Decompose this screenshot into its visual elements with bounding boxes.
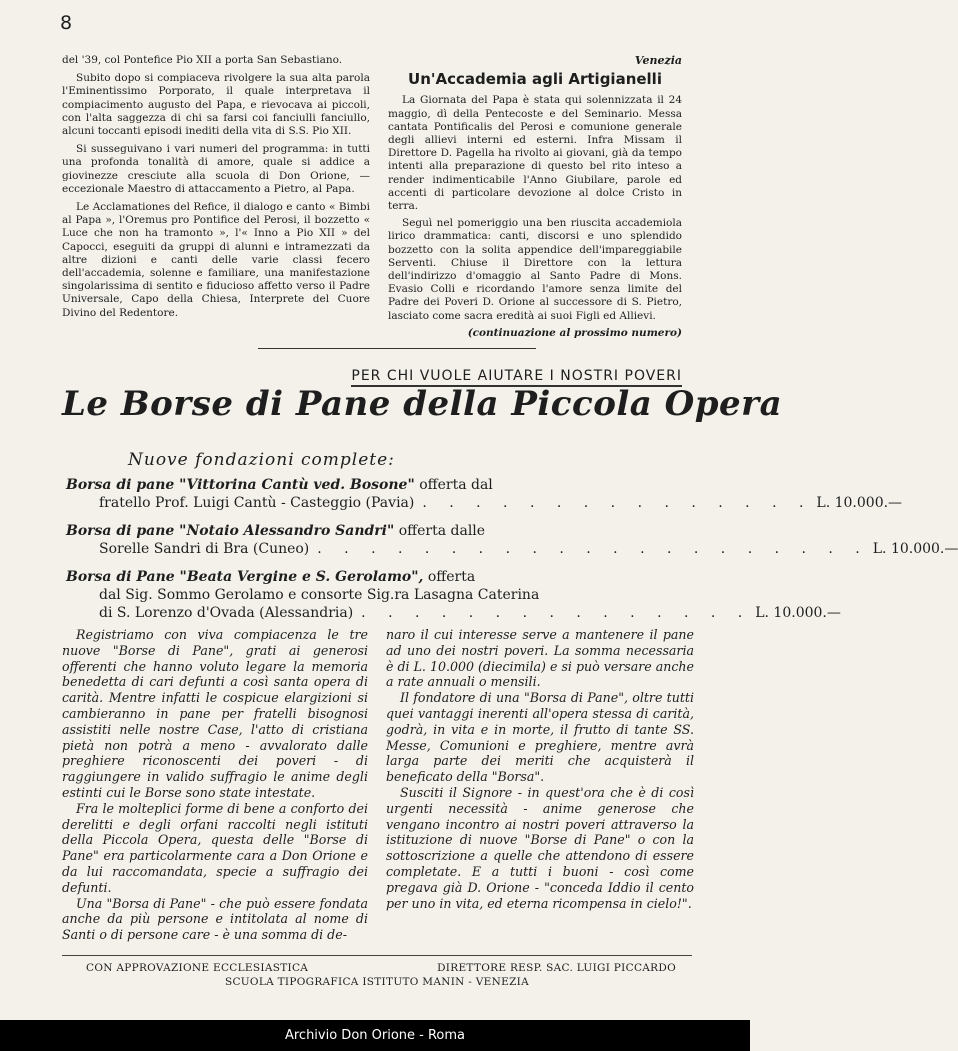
lower-right-paragraph-2: Il fondatore di una "Borsa di Pane", oltre tutti quei vantaggi inerenti all'opera stessa di carità, godrà, in vita e in morte, il frutto di tante SS. Messe, Comunioni e preghiere, mentre avrà larga parte dei meriti che acquisterà il beneficato della "Borsa". <box>386 690 694 785</box>
archive-label: Archivio Don Orione - Roma <box>0 1020 750 1051</box>
footer-rule <box>62 955 692 956</box>
borsa-entry-3 <box>66 568 841 622</box>
lower-left-paragraph-2: Fra le molteplici forme di bene a conforto dei derelitti e degli orfani raccolti negli istituti della Piccola Opera, questa delle "Borse di Pane" era particolarmente cara a Don Orione e da lui raccomandata, specie a suffragio dei defunti. <box>62 800 368 895</box>
lower-right-paragraph-3: Susciti il Signore - in quest'ora che è di così urgenti necessità - anime generose che vengano incontro ai nostri poveri attraverso la istituzione di nuove "Borse di Pane" o con la sottoscrizione a quelle che attendono di essere completate. E a tutti i buoni - così come pregava già D. Orione - "conceda Iddio il cento per uno in vita, ed eterna ricompensa in cielo!". <box>386 784 694 911</box>
location-label: Venezia <box>634 54 682 67</box>
left-paragraph-4: Le Acclamationes del Refice, il dialogo e canto « Bimbi al Papa », l'Oremus pro Pontifice del Perosi, il bozzetto « Luce che non ha tramonto », l'« Inno a Pio XII » del Capocci, eseguiti da gruppi di alunni e intramezzati da altre dizioni e canti delle varie classi fecero dell'accademia, solenne e familiare, una manifestazione singolarissima di sentito e fiducioso affetto verso il Padre Universale, Capo della Chiesa, Interprete del Cuore Divino del Redentore. <box>62 201 370 319</box>
lower-left-paragraph-3: Una "Borsa di Pane" - che può essere fondata anche da più persone e intitolata al nome di Santi o di persone care - è una somma di de- <box>62 895 368 943</box>
left-paragraph-1: del '39, col Pontefice Pio XII a porta San Sebastiano. <box>62 54 343 66</box>
subtitle: Nuove fondazioni complete: <box>128 450 395 470</box>
left-column <box>62 54 370 325</box>
footer-director: DIRETTORE RESP. SAC. LUIGI PICCARDO <box>437 962 676 974</box>
borsa-2-amount: L. 10.000.— <box>872 541 958 557</box>
borsa-3-donor: dal Sig. Sommo Gerolamo e consorte Sig.ra Lasagna Caterina <box>99 587 540 603</box>
borsa-1-leader: . . . . . . . . . . . . . . . <box>422 495 813 511</box>
borsa-1-tail: offerta dal <box>414 477 493 493</box>
lower-right-paragraph-1: naro il cui interesse serve a mantenere il pane ad uno dei nostri poveri. La somma necessaria è di L. 10.000 (diecimila) e si può versare anche a rate annuali o mensili. <box>386 627 694 690</box>
borsa-2-tail: offerta dalle <box>394 523 486 539</box>
borse-list <box>66 476 958 632</box>
lower-left-column <box>62 627 368 943</box>
borsa-3-leader: . . . . . . . . . . . . . . . <box>361 605 752 621</box>
article-title: Un'Accademia agli Artigianelli <box>408 70 662 89</box>
left-paragraph-3: Si susseguivano i vari numeri del programma: in tutti una profonda tonalità di amore, quale si addice a giovinezze cresciute alla scuola di Don Orione, — eccezionale Maestro di attaccamento a Pietro, al Papa. <box>62 143 370 195</box>
borsa-3-place: di S. Lorenzo d'Ovada (Alessandria) <box>99 605 354 621</box>
borsa-1-head: Borsa di pane "Vittorina Cantù ved. Bosone" <box>66 477 415 493</box>
borsa-entry-1 <box>66 476 903 512</box>
left-paragraph-2: Subito dopo si compiaceva rivolgere la sua alta parola l'Eminentissimo Porporato, il quale interpretava il compiacimento augusto del Papa, e rievocava ai piccoli, con l'alta saggezza di chi sa farsi coi fanciulli fanciullo, alcuni toccanti episodi inediti della vita di S.S. Pio XII. <box>62 72 370 138</box>
borsa-2-head: Borsa di pane "Notaio Alessandro Sandri" <box>66 523 395 539</box>
right-paragraph-1: La Giornata del Papa è stata qui solennizzata il 24 maggio, dì della Pentecoste e del Seminario. Messa cantata Pontificalis del Perosi e comunione generale degli allievi interni ed esterni. Infra Missam il Direttore D. Pagella ha rivolto ai giovani, già da tempo intenti alla preparazione di questo bel rito inteso a render indimenticabile l'Anno Giubilare, parole ed accenti di particolare devozione al dolce Cristo in terra. <box>388 94 682 213</box>
borsa-2-leader: . . . . . . . . . . . . . . . . . . . . . <box>317 541 869 557</box>
footer-printer: SCUOLA TIPOGRAFICA ISTITUTO MANIN - VENEZIA <box>224 976 530 988</box>
page-number: 8 <box>60 12 73 34</box>
right-paragraph-2: Seguì nel pomeriggio una ben riuscita accademiola lirico drammatica: canti, discorsi e uno splendido bozzetto con la solita appendice dell'impareggiabile Serventi. Chiuse il Direttore con la lettura dell'indirizzo d'omaggio al Santo Padre di Mons. Evasio Colli e ricordando l'amore senza limite del Padre dei Poveri D. Orione al successore di S. Pietro, lasciato come sacra eredità ai suoi Figli ed Allievi. <box>388 217 682 322</box>
footer-approval: CON APPROVAZIONE ECCLESIASTICA <box>86 962 309 974</box>
borsa-2-donor: Sorelle Sandri di Bra (Cuneo) <box>99 541 310 557</box>
banner-text: PER CHI VUOLE AIUTARE I NOSTRI POVERI <box>351 368 682 387</box>
right-column <box>388 54 682 340</box>
lower-right-column <box>386 627 694 911</box>
borsa-1-amount: L. 10.000.— <box>816 495 903 511</box>
borsa-3-amount: L. 10.000.— <box>755 605 841 621</box>
footer-line-1 <box>86 962 676 974</box>
borsa-1-donor: fratello Prof. Luigi Cantù - Casteggio (Pavia) <box>99 495 415 511</box>
borsa-3-head: Borsa di Pane "Beata Vergine e S. Gerolamo", <box>66 569 424 585</box>
main-title: Le Borse di Pane della Piccola Opera <box>62 384 783 424</box>
banner <box>62 368 682 384</box>
lower-left-paragraph-1: Registriamo con viva compiacenza le tre nuove "Borse di Pane", grati ai generosi offerenti che hanno voluto legare la memoria benedetta di cari defunti a così santa opera di carità. Mentre infatti le cospicue elargizioni si cambieranno in pane per fratelli bisognosi assistiti nelle nostre Case, l'atto di cristiana pietà non potrà a meno - avvalorato dalle preghiere riconoscenti dei poveri - di raggiungere in valido suffragio le anime degli estinti cui le Borse sono state intestate. <box>62 627 368 800</box>
borsa-3-tail: offerta <box>423 569 476 585</box>
section-divider <box>258 348 536 349</box>
continuation-note: (continuazione al prossimo numero) <box>467 326 682 339</box>
borsa-entry-2 <box>66 522 958 558</box>
